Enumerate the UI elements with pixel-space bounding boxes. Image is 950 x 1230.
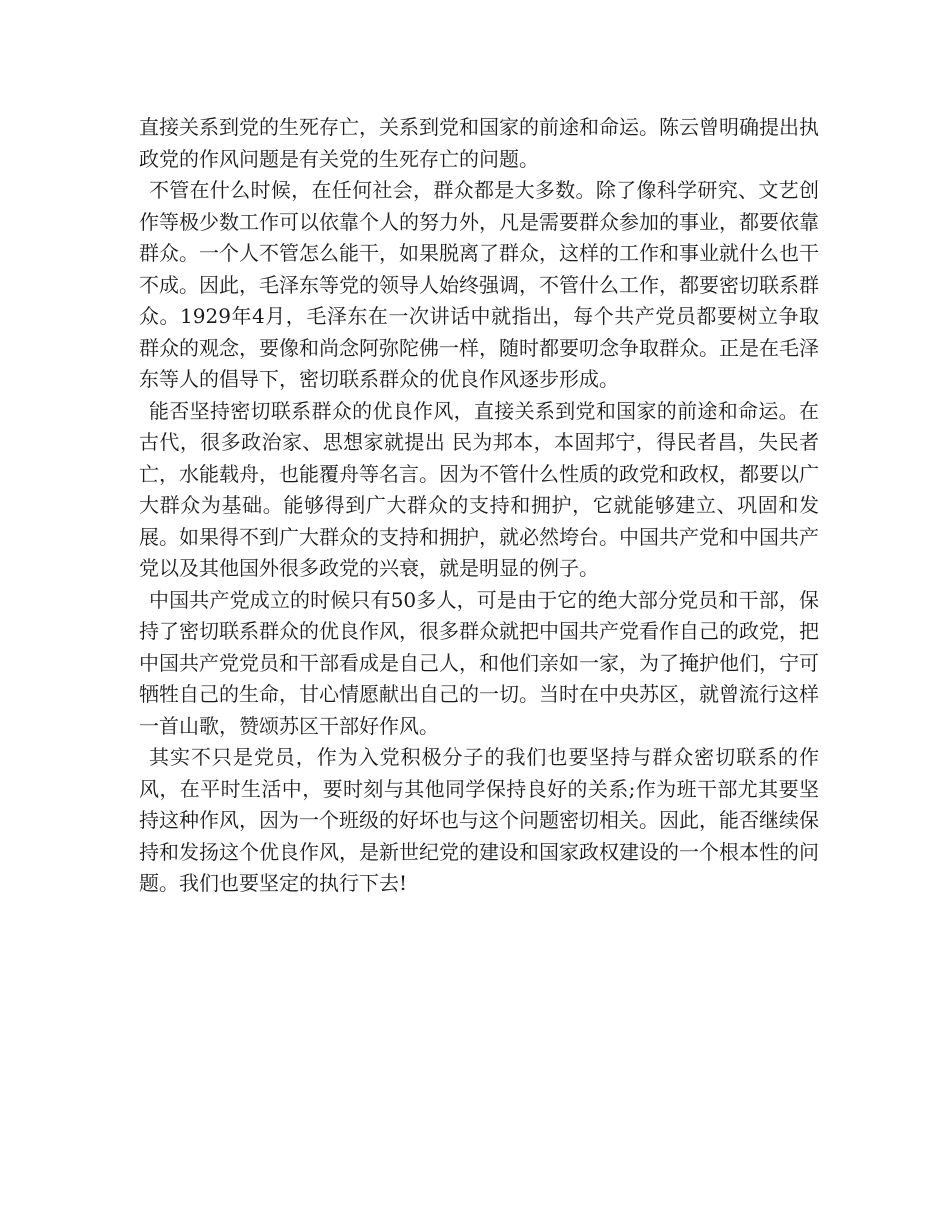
paragraph-5: 其实不只是党员，作为入党积极分子的我们也要坚持与群众密切联系的作风，在平时生活中，要时刻与其他同学保持良好的关系;作为班干部尤其要坚持这种作风，因为一个班级的好坏也与这个问题密切相关。因此，能否继续保持和发扬这个优良作风，是新世纪党的建设和国家政权建设的一个根本性的问题。我们也要坚定的执行下去!	[139, 745, 819, 895]
paragraph-3: 能否坚持密切联系群众的优良作风，直接关系到党和国家的前途和命运。在古代，很多政治家、思想家就提出 民为邦本，本固邦宁，得民者昌，失民者亡，水能载舟，也能覆舟等名言。因为不管什么性质的政党和政权，都要以广大群众为基础。能够得到广大群众的支持和拥护，它就能够建立、巩固和发展。如果得不到广大群众的支持和拥护，就必然垮台。中国共产党和中国共产党以及其他国外很多政党的兴衰，就是明显的例子。	[139, 398, 819, 580]
paragraph-1: 直接关系到党的生死存亡，关系到党和国家的前途和命运。陈云曾明确提出执政党的作风问题是有关党的生死存亡的问题。	[139, 115, 819, 171]
paragraph-4: 中国共产党成立的时候只有50多人，可是由于它的绝大部分党员和干部，保持了密切联系群众的优良作风，很多群众就把中国共产党看作自己的政党，把中国共产党党员和干部看成是自己人，和他们亲如一家，为了掩护他们，宁可牺牲自己的生命，甘心情愿献出自己的一切。当时在中央苏区，就曾流行这样一首山歌，赞颂苏区干部好作风。	[139, 587, 819, 738]
paragraph-2: 不管在什么时候，在任何社会，群众都是大多数。除了像科学研究、文艺创作等极少数工作可以依靠个人的努力外，凡是需要群众参加的事业，都要依靠群众。一个人不管怎么能干，如果脱离了群众，这样的工作和事业就什么也干不成。因此，毛泽东等党的领导人始终强调，不管什么工作，都要密切联系群众。1929年4月，毛泽东在一次讲话中就指出，每个共产党员都要树立争取群众的观念，要像和尚念阿弥陀佛一样，随时都要叨念争取群众。正是在毛泽东等人的倡导下，密切联系群众的优良作风逐步形成。	[139, 178, 819, 391]
document-page	[139, 112, 819, 900]
